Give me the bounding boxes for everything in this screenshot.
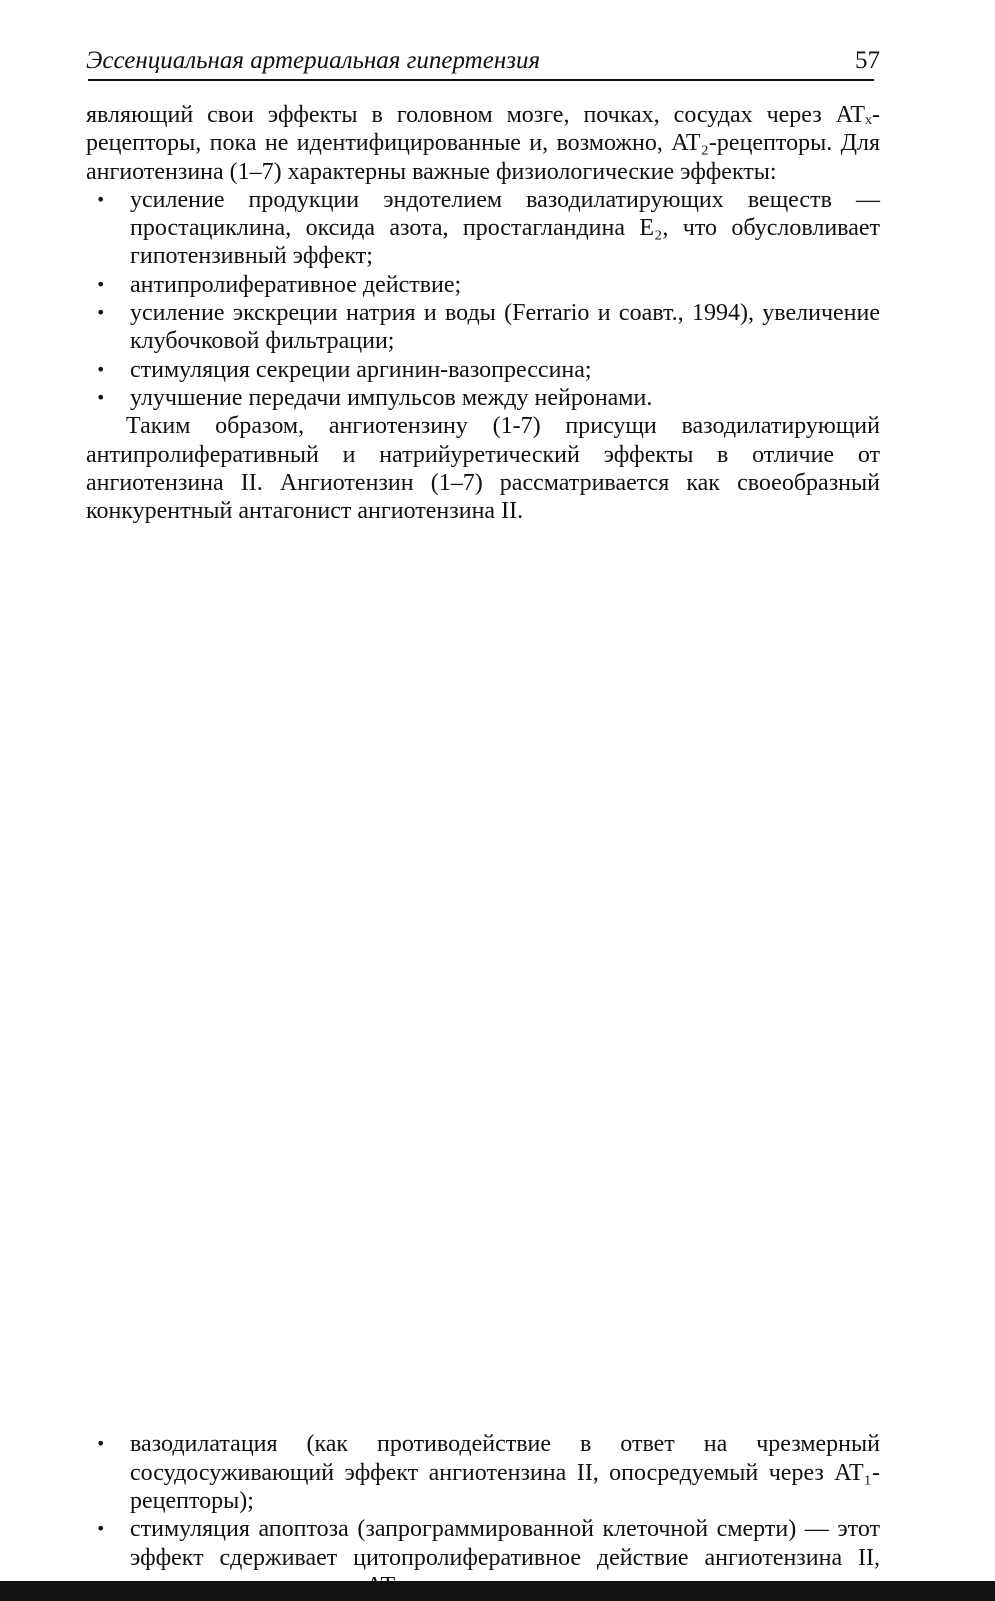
page-number: 57: [855, 47, 880, 74]
list-item: • усиление продукции эндотелием вазодилатирующих веществ — простациклина, оксида азота, простагландина E₂, что обусловливает гипотензивный эффект;: [86, 186, 880, 271]
list-item: • антипролиферативное действие;: [86, 271, 880, 299]
paragraph: Таким образом, ангиотензину (1-7) присущи вазодилатирующий антипролиферативный и натрийуретический эффекты в отличие от ангиотензина II. Ангиотензин (1–7) рассматривается как своеобразный конкурентный антагонист ангиотензина II.: [86, 413, 880, 525]
list-item: • стимуляция апоптоза (запрограммированной клеточной смерти) — этот эффект сдерживает цитопролиферативное действие ангиотензина II,: [86, 1515, 880, 1600]
effects-list-ang-1-7: [86, 186, 880, 412]
illegible-text-block: [86, 525, 880, 1430]
scan-edge-bar: [0, 1581, 995, 1601]
list-item: • вазодилатация (как противодействие в ответ на чрезмерный сосудосуживающий эффект ангиотензина II, опосредуемый через AT₁-рецепторы);: [86, 1430, 880, 1515]
list-item: • стимуляция секреции аргинин-вазопрессина;: [86, 356, 880, 384]
page-header: [86, 46, 880, 76]
paragraph-continuation: являющий свои эффекты в головном мозге, почках, сосудах через ATₓ-рецепторы, пока не идентифицированные и, возможно, AT₂-рецепторы. Для ангиотензина (1–7) характерны важные физиологические эффекты:: [86, 102, 880, 185]
list-item: • улучшение передачи импульсов между нейронами.: [86, 384, 880, 412]
body-text: [86, 101, 880, 1600]
list-item: • усиление экскреции натрия и воды (Ferrario и соавт., 1994), увеличение клубочковой фильтрации;: [86, 299, 880, 356]
effects-list-at2: [86, 1430, 880, 1600]
header-rule: [88, 79, 874, 81]
running-head: Эссенциальная артериальная гипертензия: [86, 47, 541, 74]
